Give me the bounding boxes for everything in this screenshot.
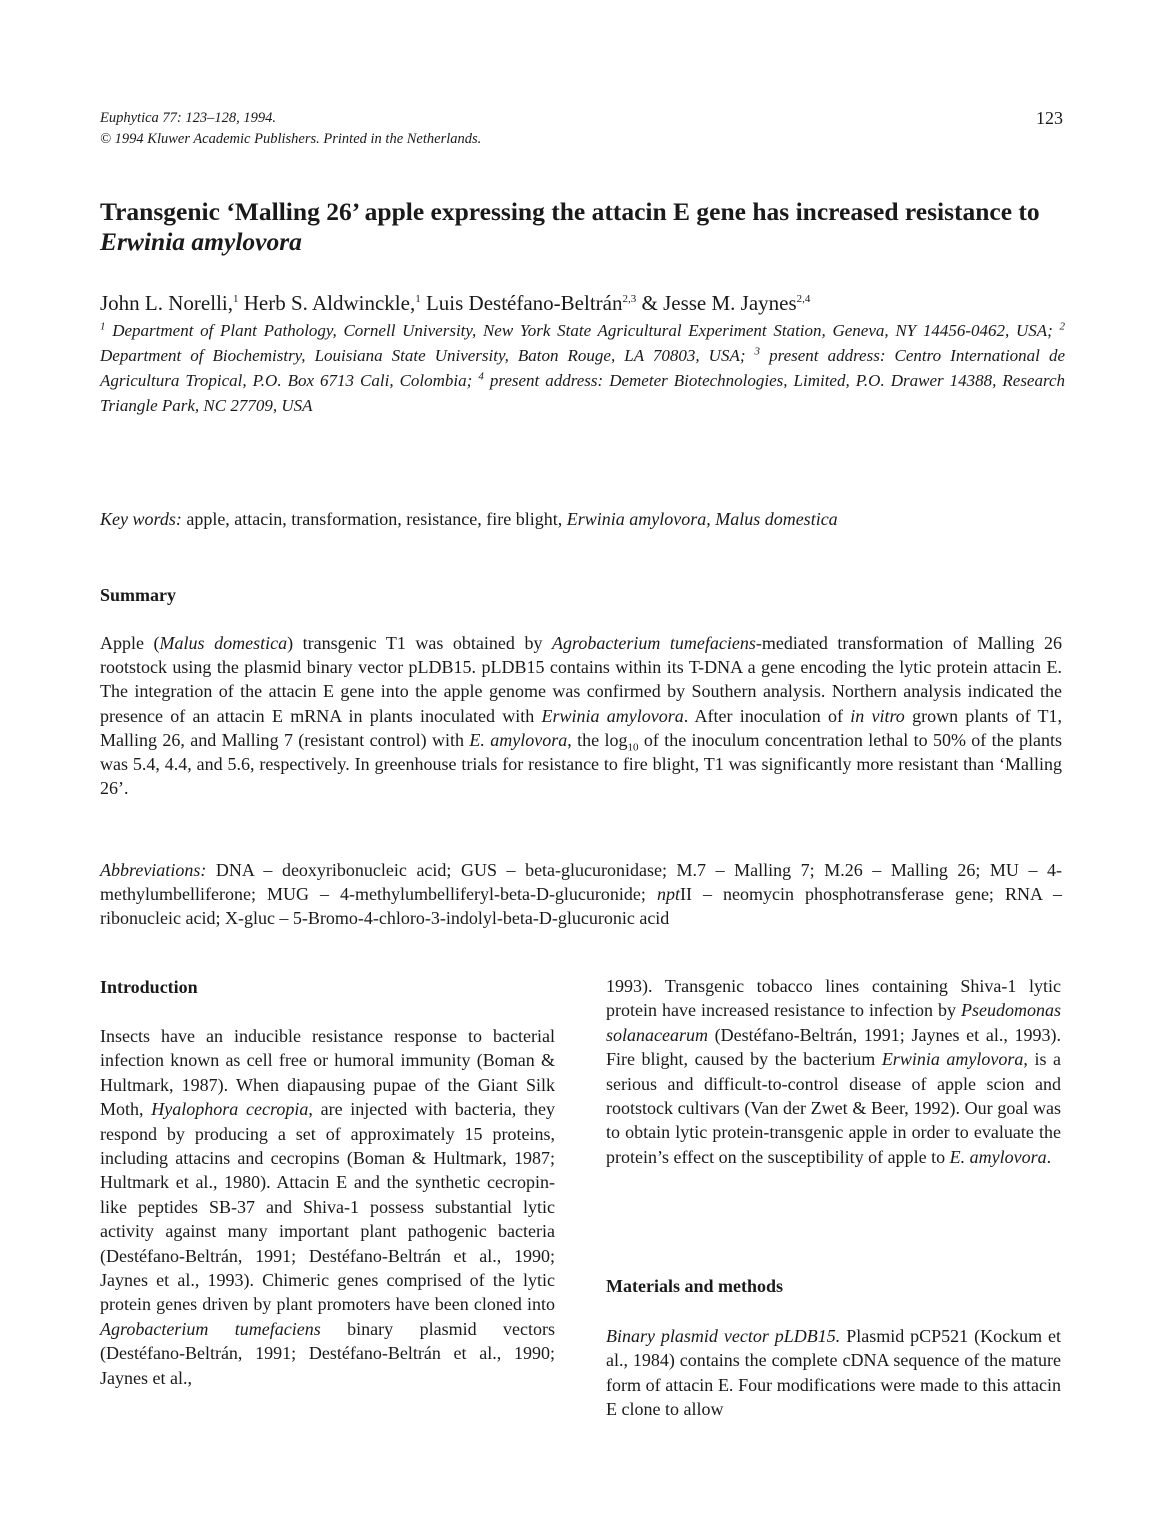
article-title: Transgenic ‘Malling 26’ apple expressing the attacin E gene has increased resistance to Erwinia amylovora xyxy=(100,197,1040,256)
keywords: Key words: apple, attacin, transformation, resistance, fire blight, Erwinia amylovora, Malus domestica xyxy=(100,509,838,529)
summary-heading: Summary xyxy=(100,585,176,605)
introduction-text: Insects have an inducible resistance response to bacterial infection known as cell free or humoral immunity (Boman & Hultmark, 1987). When diapausing pupae of the Giant Silk Moth, Hyalophora cecropia, are injected with bacteria, they respond by producing a set of approximately 15 proteins, including attacins and cecropins (Boman & Hultmark, 1987; Hultmark et al., 1980). Attacin E and the synthetic cecropin-like peptides SB-37 and Shiva-1 possess substantial lytic activity against many important plant pathogenic bacteria (Destéfano-Beltrán, 1991; Destéfano-Beltrán et al., 1990; Jaynes et al., 1993). Chimeric genes comprised of the lytic protein genes driven by plant promoters have been cloned into Agrobacterium tumefaciens binary plasmid vectors (Destéfano-Beltrán, 1991; Destéfano-Beltrán et al., 1990; Jaynes et al., xyxy=(100,1026,555,1388)
affiliations: $^1$ Department of Plant Pathology, Cornell University, New York State Agricultural Experiment Station, Geneva, NY 14456-0462, USA; $^2$ Department of Biochemistry, Louisiana State University, Baton Rouge, LA 70803, USA; $^3$ present address: Centro International de Agricultura Tropical, P.O. Box 6713 Cali, Colombia; $^4$ present address: Demeter Biotechnologies, Limited, P.O. Drawer 14388, Research Triangle Park, NC 27709, USA xyxy=(100,320,1066,415)
journal-citation: Euphytica 77: 123–128, 1994. xyxy=(100,110,276,126)
methods-text: Binary plasmid vector pLDB15. Plasmid pCP521 (Kockum et al., 1984) contains the complete cDNA sequence of the mature form of attacin E. Four modifications were made to this attacin E clone to allow xyxy=(606,1326,1062,1420)
publisher-line: © 1994 Kluwer Academic Publishers. Printed in the Netherlands. xyxy=(100,131,482,147)
journal-header xyxy=(100,108,481,150)
methods-heading: Materials and methods xyxy=(606,1276,783,1296)
page-number: 123 xyxy=(1036,108,1063,128)
abbreviations: Abbreviations: DNA – deoxyribonucleic acid; GUS – beta-glucuronidase; M.7 – Malling 7; M.26 – Malling 26; MU – 4-methylumbelliferone; MUG – 4-methylumbelliferyl-beta-D-glucuronide; nptII – neomycin phosphotransferase gene; RNA – ribonucleic acid; X-gluc – 5-Bromo-4-chloro-3-indolyl-beta-D-glucuronic acid xyxy=(100,860,1062,929)
summary-text: Apple (Malus domestica) transgenic T1 was obtained by Agrobacterium tumefaciens-mediated transformation of Malling 26 rootstock using the plasmid binary vector pLDB15. pLDB15 contains within its T-DNA a gene encoding the lytic protein attacin E. The integration of the attacin E gene into the apple genome was confirmed by Southern analysis. Northern analysis indicated the presence of an attacin E mRNA in plants inoculated with Erwinia amylovora. After inoculation of in vitro grown plants of T1, Malling 26, and Malling 7 (resistant control) with E. amylovora, the $\log_{10}$ of the inoculum concentration lethal to 50% of the plants was 5.4, 4.4, and 5.6, respectively. In greenhouse trials for resistance to fire blight, T1 was significantly more resistant than ‘Malling 26’. xyxy=(100,633,1063,799)
author-list: John L. Norelli,$^1$ Herb S. Aldwinckle,$^1$ Luis Destéfano-Beltrán$^{2,3}$ & Jesse M. Jaynes$^{2,4}$ xyxy=(100,291,811,315)
introduction-heading: Introduction xyxy=(100,977,198,997)
introduction-continued: 1993). Transgenic tobacco lines containing Shiva-1 lytic protein have increased resistance to infection by Pseudomonas solanacearum (Destéfano-Beltrán, 1991; Jaynes et al., 1993). Fire blight, caused by the bacterium Erwinia amylovora, is a serious and difficult-to-control disease of apple scion and rootstock cultivars (Van der Zwet & Beer, 1992). Our goal was to obtain lytic protein-transgenic apple in order to evaluate the protein’s effect on the susceptibility of apple to E. amylovora. xyxy=(606,976,1061,1167)
